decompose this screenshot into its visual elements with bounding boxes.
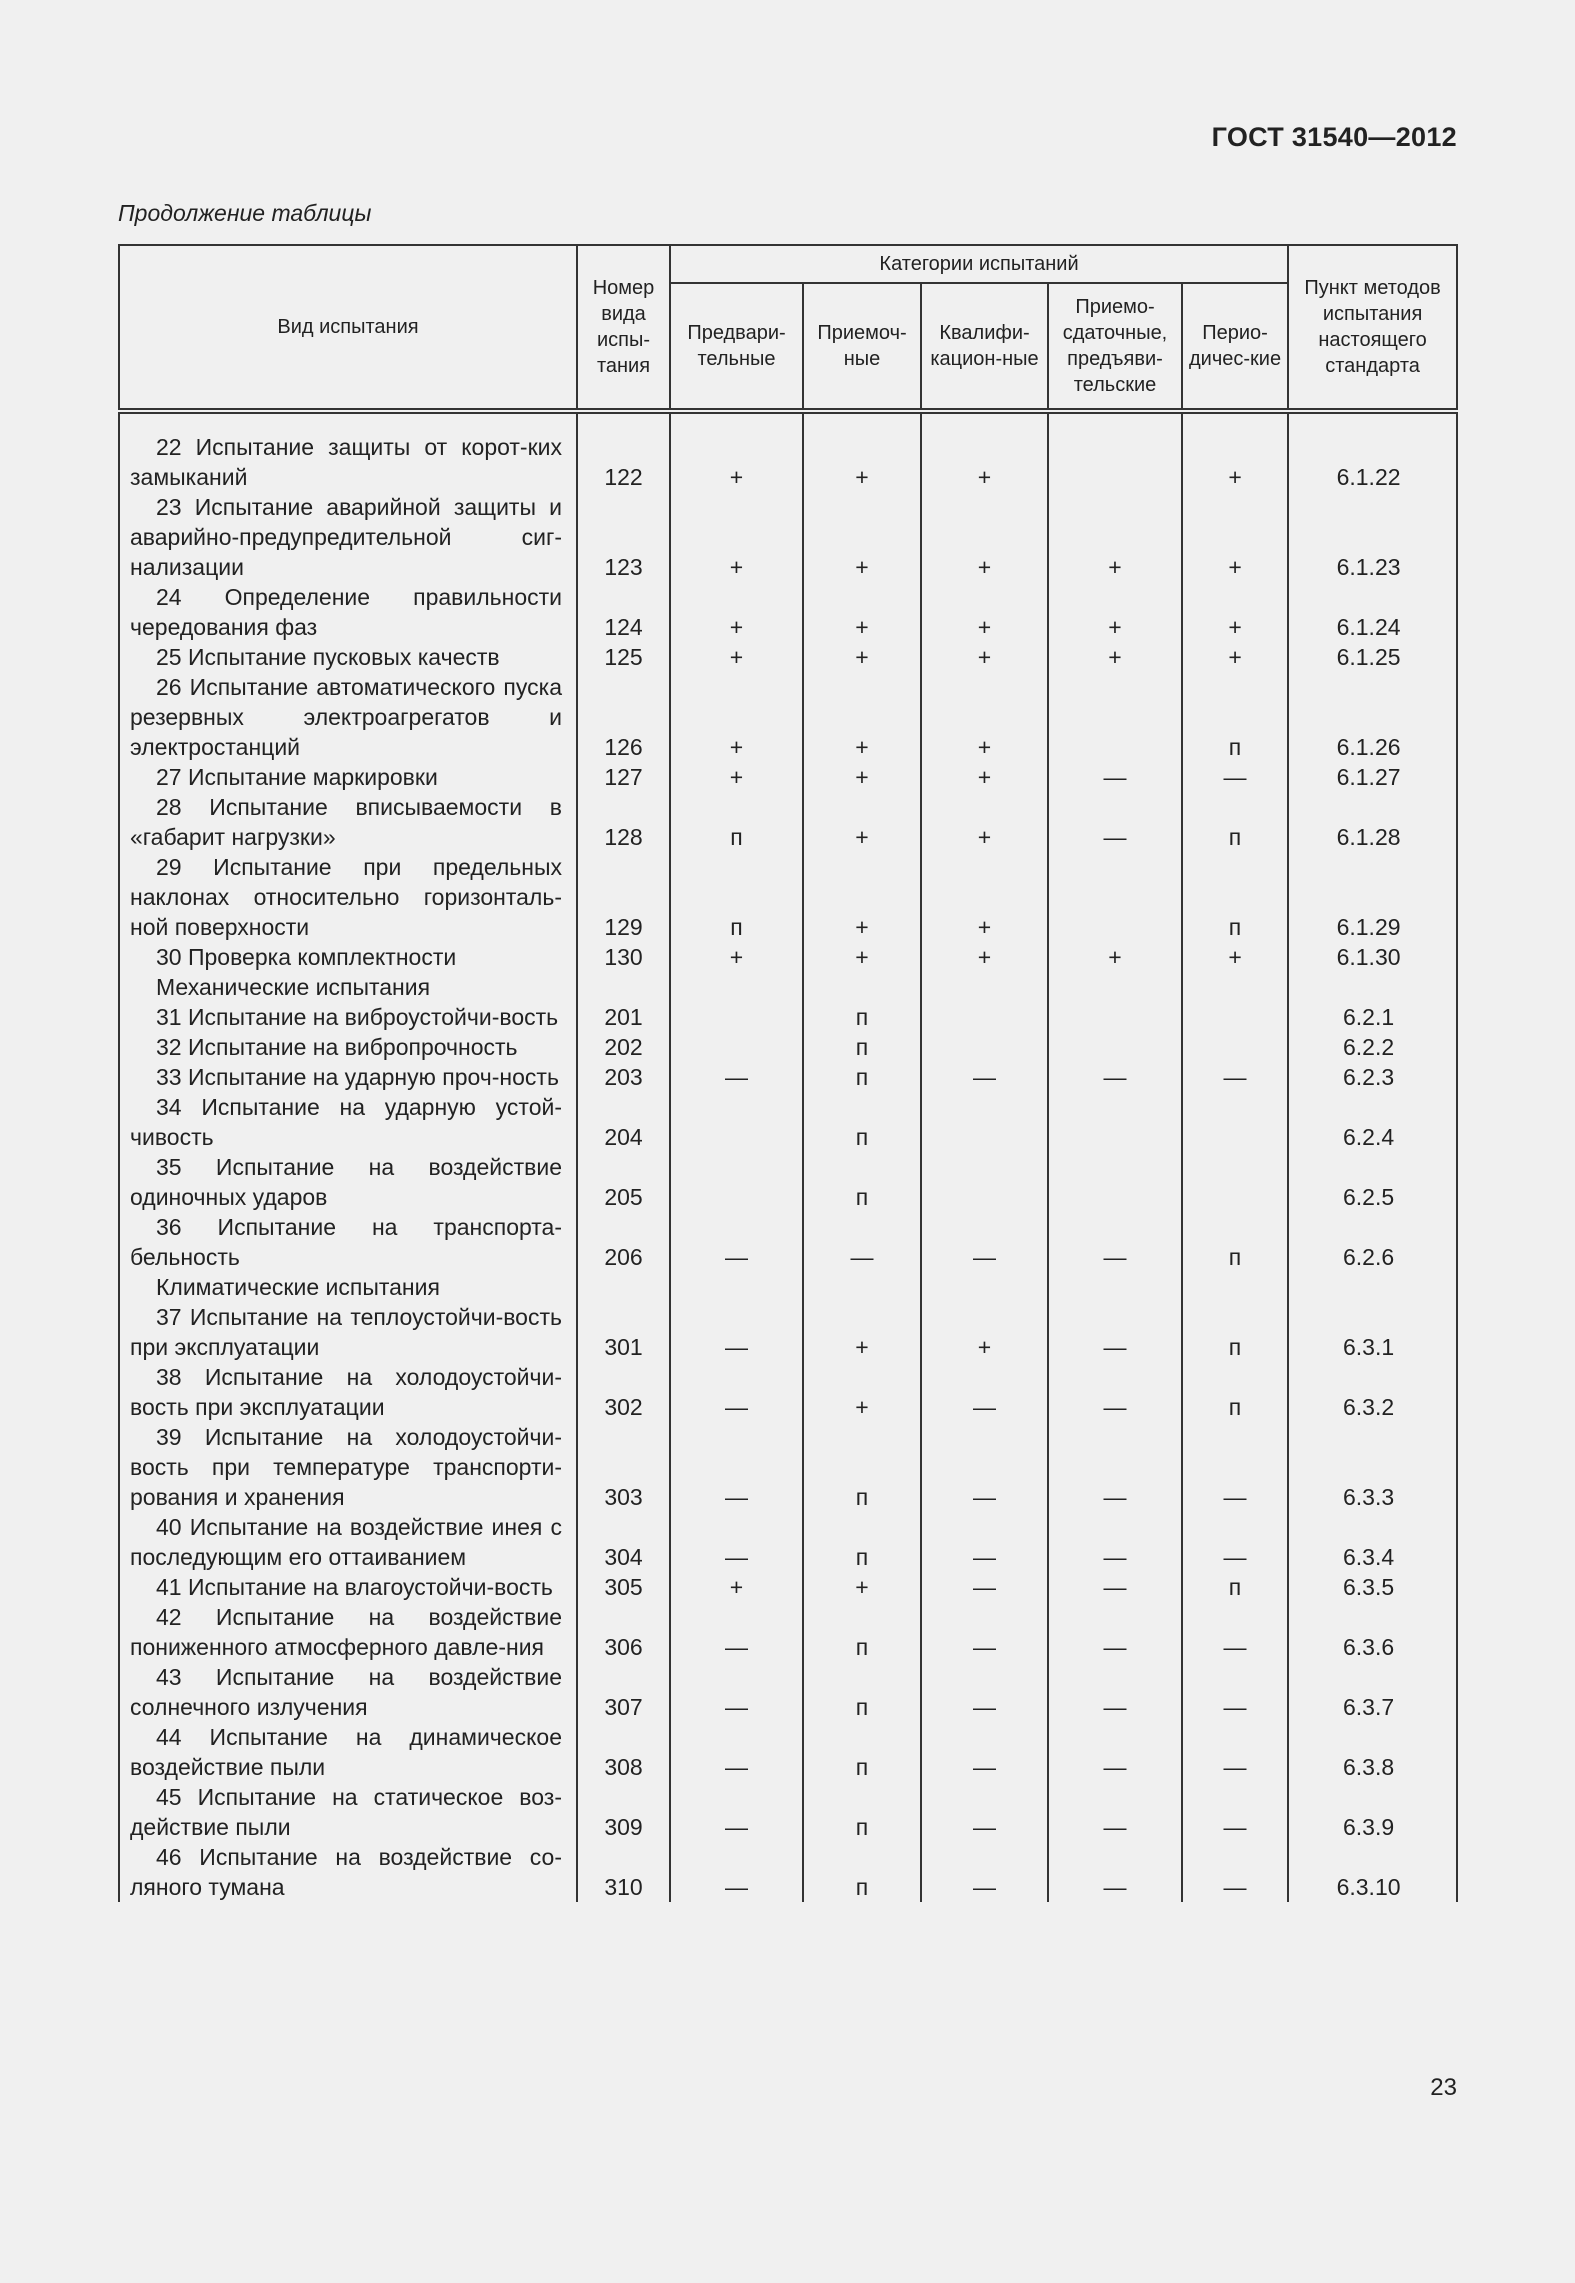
table-row [119, 1212, 1457, 1272]
col-header-acceptance: Приемоч-ные [803, 283, 921, 411]
cat-preliminary-cell: + [670, 582, 803, 642]
cat-qualification-cell: — [921, 1842, 1048, 1902]
cat-delivery-cell [1048, 1032, 1182, 1062]
cat-delivery-cell [1048, 411, 1182, 492]
test-name-cell: 45 Испытание на статическое воз-действие пыли [119, 1782, 577, 1842]
table-row [119, 1062, 1457, 1092]
cat-periodic-cell [1182, 1092, 1288, 1152]
cat-qualification-cell [921, 1092, 1048, 1152]
cat-acceptance-cell [803, 1272, 921, 1302]
cat-preliminary-cell: + [670, 492, 803, 582]
test-number-cell: 126 [577, 672, 670, 762]
cat-delivery-cell [1048, 1092, 1182, 1152]
cat-acceptance-cell: + [803, 492, 921, 582]
cat-periodic-cell: п [1182, 1302, 1288, 1362]
cat-delivery-cell: — [1048, 1422, 1182, 1512]
test-name-cell: 36 Испытание на транспорта-бельность [119, 1212, 577, 1272]
method-ref-cell: 6.3.10 [1288, 1842, 1457, 1902]
cat-delivery-cell: + [1048, 492, 1182, 582]
cat-qualification-cell: + [921, 411, 1048, 492]
cat-qualification-cell: + [921, 792, 1048, 852]
cat-qualification-cell: + [921, 1302, 1048, 1362]
table-row [119, 1572, 1457, 1602]
cat-delivery-cell [1048, 852, 1182, 942]
test-number-cell: 307 [577, 1662, 670, 1722]
test-name-cell: 38 Испытание на холодоустойчи-вость при эксплуатации [119, 1362, 577, 1422]
method-ref-cell: 6.3.5 [1288, 1572, 1457, 1602]
cat-acceptance-cell: п [803, 1062, 921, 1092]
cat-preliminary-cell: + [670, 762, 803, 792]
cat-qualification-cell: — [921, 1062, 1048, 1092]
cat-periodic-cell: — [1182, 1062, 1288, 1092]
table-row [119, 582, 1457, 642]
page-number: 23 [1430, 2074, 1457, 2101]
cat-preliminary-cell: — [670, 1602, 803, 1662]
cat-delivery-cell [1048, 972, 1182, 1002]
col-header-periodic: Перио-дичес-кие [1182, 283, 1288, 411]
cat-acceptance-cell: + [803, 582, 921, 642]
test-name-cell: 29 Испытание при предельных наклонах относительно горизонталь-ной поверхности [119, 852, 577, 942]
cat-acceptance-cell [803, 972, 921, 1002]
cat-periodic-cell [1182, 1032, 1288, 1062]
method-ref-cell: 6.1.25 [1288, 642, 1457, 672]
test-name-cell: 31 Испытание на виброустойчи-вость [119, 1002, 577, 1032]
cat-qualification-cell: — [921, 1362, 1048, 1422]
test-name-cell: 42 Испытание на воздействие пониженного атмосферного давле-ния [119, 1602, 577, 1662]
test-number-cell: 304 [577, 1512, 670, 1572]
table-body [119, 411, 1457, 1902]
test-number-cell: 201 [577, 1002, 670, 1032]
cat-qualification-cell: + [921, 942, 1048, 972]
col-header-number: Номер вида испы-тания [577, 245, 670, 411]
col-header-preliminary: Предвари-тельные [670, 283, 803, 411]
method-ref-cell [1288, 1272, 1457, 1302]
cat-delivery-cell [1048, 1152, 1182, 1212]
col-header-method-ref: Пункт методов испытания настоящего стандарта [1288, 245, 1457, 411]
cat-acceptance-cell: п [803, 1092, 921, 1152]
test-number-cell: 302 [577, 1362, 670, 1422]
cat-preliminary-cell [670, 1032, 803, 1062]
cat-acceptance-cell: + [803, 672, 921, 762]
test-number-cell: 123 [577, 492, 670, 582]
cat-qualification-cell: + [921, 852, 1048, 942]
cat-preliminary-cell: п [670, 852, 803, 942]
cat-preliminary-cell [670, 1002, 803, 1032]
table-row [119, 1512, 1457, 1572]
cat-delivery-cell [1048, 672, 1182, 762]
test-name-cell: 22 Испытание защиты от корот-ких замыканий [119, 411, 577, 492]
cat-delivery-cell: — [1048, 1062, 1182, 1092]
cat-preliminary-cell: — [670, 1362, 803, 1422]
cat-preliminary-cell: — [670, 1782, 803, 1842]
cat-delivery-cell: + [1048, 642, 1182, 672]
cat-acceptance-cell: + [803, 1362, 921, 1422]
cat-delivery-cell: + [1048, 582, 1182, 642]
cat-delivery-cell: — [1048, 1662, 1182, 1722]
cat-preliminary-cell [670, 1152, 803, 1212]
table-row [119, 852, 1457, 942]
test-name-cell: 43 Испытание на воздействие солнечного излучения [119, 1662, 577, 1722]
table-row [119, 1272, 1457, 1302]
method-ref-cell: 6.1.27 [1288, 762, 1457, 792]
cat-acceptance-cell: п [803, 1422, 921, 1512]
cat-acceptance-cell: п [803, 1722, 921, 1782]
table-row [119, 1002, 1457, 1032]
cat-preliminary-cell: п [670, 792, 803, 852]
cat-preliminary-cell: — [670, 1062, 803, 1092]
table-row [119, 1602, 1457, 1662]
method-ref-cell: 6.3.4 [1288, 1512, 1457, 1572]
cat-periodic-cell [1182, 1152, 1288, 1212]
cat-acceptance-cell: п [803, 1602, 921, 1662]
cat-delivery-cell: — [1048, 1302, 1182, 1362]
test-number-cell: 202 [577, 1032, 670, 1062]
method-ref-cell: 6.2.3 [1288, 1062, 1457, 1092]
test-name-cell: 39 Испытание на холодоустойчи-вость при температуре транспорти-рования и хранения [119, 1422, 577, 1512]
cat-periodic-cell: — [1182, 1512, 1288, 1572]
cat-preliminary-cell: — [670, 1212, 803, 1272]
cat-acceptance-cell: п [803, 1662, 921, 1722]
cat-qualification-cell: + [921, 642, 1048, 672]
test-number-cell: 129 [577, 852, 670, 942]
cat-periodic-cell [1182, 972, 1288, 1002]
test-number-cell: 305 [577, 1572, 670, 1602]
cat-delivery-cell: — [1048, 1842, 1182, 1902]
table-caption: Продолжение таблицы [118, 200, 372, 226]
cat-acceptance-cell: + [803, 1302, 921, 1362]
cat-preliminary-cell: — [670, 1662, 803, 1722]
cat-delivery-cell: — [1048, 1722, 1182, 1782]
cat-qualification-cell [921, 972, 1048, 1002]
table-row [119, 1782, 1457, 1842]
test-number-cell: 203 [577, 1062, 670, 1092]
cat-preliminary-cell: + [670, 1572, 803, 1602]
cat-preliminary-cell: — [670, 1722, 803, 1782]
test-number-cell: 303 [577, 1422, 670, 1512]
test-number-cell [577, 972, 670, 1002]
method-ref-cell [1288, 972, 1457, 1002]
method-ref-cell: 6.1.29 [1288, 852, 1457, 942]
test-name-cell: 24 Определение правильности чередования фаз [119, 582, 577, 642]
cat-qualification-cell: — [921, 1782, 1048, 1842]
table-row [119, 1152, 1457, 1212]
cat-preliminary-cell: + [670, 642, 803, 672]
cat-acceptance-cell: + [803, 762, 921, 792]
cat-acceptance-cell: + [803, 852, 921, 942]
cat-periodic-cell: п [1182, 1212, 1288, 1272]
cat-acceptance-cell: п [803, 1032, 921, 1062]
cat-acceptance-cell: + [803, 942, 921, 972]
method-ref-cell: 6.1.24 [1288, 582, 1457, 642]
method-ref-cell: 6.3.1 [1288, 1302, 1457, 1362]
test-number-cell: 308 [577, 1722, 670, 1782]
table-row [119, 411, 1457, 492]
cat-periodic-cell: — [1182, 1722, 1288, 1782]
cat-periodic-cell: — [1182, 1782, 1288, 1842]
cat-delivery-cell: — [1048, 1782, 1182, 1842]
cat-qualification-cell: + [921, 582, 1048, 642]
cat-delivery-cell [1048, 1002, 1182, 1032]
method-ref-cell: 6.3.9 [1288, 1782, 1457, 1842]
test-name-cell: 40 Испытание на воздействие инея с последующим его оттаиванием [119, 1512, 577, 1572]
test-name-cell: 34 Испытание на ударную устой-чивость [119, 1092, 577, 1152]
cat-periodic-cell: + [1182, 582, 1288, 642]
cat-periodic-cell [1182, 1272, 1288, 1302]
cat-periodic-cell: — [1182, 1842, 1288, 1902]
test-name-cell: 32 Испытание на вибропрочность [119, 1032, 577, 1062]
test-number-cell: 206 [577, 1212, 670, 1272]
cat-delivery-cell: + [1048, 942, 1182, 972]
cat-qualification-cell: — [921, 1602, 1048, 1662]
test-number-cell: 130 [577, 942, 670, 972]
test-name-cell: Механические испытания [119, 972, 577, 1002]
cat-acceptance-cell: + [803, 1572, 921, 1602]
test-number-cell: 306 [577, 1602, 670, 1662]
col-header-qualification: Квалифи-кацион-ные [921, 283, 1048, 411]
test-name-cell: 28 Испытание вписываемости в «габарит нагрузки» [119, 792, 577, 852]
cat-acceptance-cell: п [803, 1512, 921, 1572]
table-row [119, 972, 1457, 1002]
test-number-cell: 122 [577, 411, 670, 492]
table-row [119, 1302, 1457, 1362]
test-name-cell: 27 Испытание маркировки [119, 762, 577, 792]
cat-delivery-cell: — [1048, 1572, 1182, 1602]
method-ref-cell: 6.2.5 [1288, 1152, 1457, 1212]
table-row [119, 1842, 1457, 1902]
cat-delivery-cell: — [1048, 1512, 1182, 1572]
test-name-cell: 35 Испытание на воздействие одиночных ударов [119, 1152, 577, 1212]
cat-acceptance-cell: + [803, 642, 921, 672]
cat-acceptance-cell: п [803, 1002, 921, 1032]
cat-acceptance-cell: п [803, 1152, 921, 1212]
cat-preliminary-cell [670, 1272, 803, 1302]
cat-periodic-cell: + [1182, 411, 1288, 492]
table-row [119, 492, 1457, 582]
cat-periodic-cell: п [1182, 1572, 1288, 1602]
method-ref-cell: 6.2.4 [1288, 1092, 1457, 1152]
cat-acceptance-cell: + [803, 411, 921, 492]
test-name-cell: 44 Испытание на динамическое воздействие пыли [119, 1722, 577, 1782]
tests-table [118, 244, 1458, 1902]
test-number-cell: 309 [577, 1782, 670, 1842]
cat-delivery-cell: — [1048, 1362, 1182, 1422]
cat-periodic-cell: + [1182, 492, 1288, 582]
cat-periodic-cell: — [1182, 1602, 1288, 1662]
method-ref-cell: 6.3.6 [1288, 1602, 1457, 1662]
test-number-cell [577, 1272, 670, 1302]
table-row [119, 792, 1457, 852]
cat-preliminary-cell [670, 1092, 803, 1152]
test-name-cell: 30 Проверка комплектности [119, 942, 577, 972]
test-name-cell: 41 Испытание на влагоустойчи-вость [119, 1572, 577, 1602]
cat-delivery-cell: — [1048, 1602, 1182, 1662]
cat-qualification-cell [921, 1152, 1048, 1212]
test-name-cell: 26 Испытание автоматического пуска резервных электроагрегатов и электростанций [119, 672, 577, 762]
cat-periodic-cell: п [1182, 852, 1288, 942]
cat-preliminary-cell: — [670, 1302, 803, 1362]
method-ref-cell: 6.1.28 [1288, 792, 1457, 852]
method-ref-cell: 6.2.2 [1288, 1032, 1457, 1062]
test-number-cell: 128 [577, 792, 670, 852]
cat-preliminary-cell: + [670, 942, 803, 972]
cat-qualification-cell [921, 1272, 1048, 1302]
method-ref-cell: 6.1.30 [1288, 942, 1457, 972]
test-name-cell: Климатические испытания [119, 1272, 577, 1302]
cat-qualification-cell: — [921, 1512, 1048, 1572]
test-number-cell: 205 [577, 1152, 670, 1212]
table-row [119, 642, 1457, 672]
cat-preliminary-cell: — [670, 1842, 803, 1902]
cat-qualification-cell: — [921, 1572, 1048, 1602]
cat-delivery-cell [1048, 1272, 1182, 1302]
table-row [119, 1032, 1457, 1062]
cat-preliminary-cell: — [670, 1422, 803, 1512]
cat-qualification-cell [921, 1002, 1048, 1032]
test-name-cell: 37 Испытание на теплоустойчи-вость при эксплуатации [119, 1302, 577, 1362]
cat-periodic-cell: — [1182, 1422, 1288, 1512]
cat-periodic-cell: + [1182, 642, 1288, 672]
table-row [119, 762, 1457, 792]
test-number-cell: 125 [577, 642, 670, 672]
cat-delivery-cell: — [1048, 762, 1182, 792]
col-header-test-type: Вид испытания [119, 245, 577, 411]
cat-acceptance-cell: — [803, 1212, 921, 1272]
cat-preliminary-cell: + [670, 672, 803, 762]
cat-delivery-cell: — [1048, 1212, 1182, 1272]
method-ref-cell: 6.3.8 [1288, 1722, 1457, 1782]
method-ref-cell: 6.2.1 [1288, 1002, 1457, 1032]
col-header-delivery: Приемо-сдаточные, предъяви-тельские [1048, 283, 1182, 411]
cat-periodic-cell: — [1182, 1662, 1288, 1722]
test-number-cell: 301 [577, 1302, 670, 1362]
cat-periodic-cell [1182, 1002, 1288, 1032]
test-name-cell: 25 Испытание пусковых качеств [119, 642, 577, 672]
table-row [119, 942, 1457, 972]
cat-qualification-cell: + [921, 672, 1048, 762]
cat-acceptance-cell: + [803, 792, 921, 852]
table-row [119, 1662, 1457, 1722]
cat-acceptance-cell: п [803, 1842, 921, 1902]
method-ref-cell: 6.1.22 [1288, 411, 1457, 492]
cat-periodic-cell: п [1182, 1362, 1288, 1422]
cat-qualification-cell: — [921, 1662, 1048, 1722]
cat-qualification-cell: + [921, 762, 1048, 792]
cat-preliminary-cell: + [670, 411, 803, 492]
table-row [119, 672, 1457, 762]
test-number-cell: 127 [577, 762, 670, 792]
table-row [119, 1092, 1457, 1152]
document-code: ГОСТ 31540—2012 [1211, 122, 1457, 152]
method-ref-cell: 6.3.2 [1288, 1362, 1457, 1422]
test-number-cell: 124 [577, 582, 670, 642]
method-ref-cell: 6.1.23 [1288, 492, 1457, 582]
table-row [119, 1722, 1457, 1782]
cat-periodic-cell: п [1182, 792, 1288, 852]
method-ref-cell: 6.3.7 [1288, 1662, 1457, 1722]
test-number-cell: 310 [577, 1842, 670, 1902]
col-header-categories: Категории испытаний [670, 245, 1288, 283]
cat-qualification-cell: — [921, 1212, 1048, 1272]
cat-periodic-cell: — [1182, 762, 1288, 792]
test-number-cell: 204 [577, 1092, 670, 1152]
test-name-cell: 33 Испытание на ударную проч-ность [119, 1062, 577, 1092]
cat-qualification-cell: — [921, 1722, 1048, 1782]
method-ref-cell: 6.1.26 [1288, 672, 1457, 762]
table-row [119, 1422, 1457, 1512]
method-ref-cell: 6.2.6 [1288, 1212, 1457, 1272]
cat-qualification-cell [921, 1032, 1048, 1062]
cat-acceptance-cell: п [803, 1782, 921, 1842]
test-name-cell: 23 Испытание аварийной защиты и аварийно-предупредительной сиг-нализации [119, 492, 577, 582]
cat-preliminary-cell: — [670, 1512, 803, 1572]
cat-periodic-cell: п [1182, 672, 1288, 762]
cat-preliminary-cell [670, 972, 803, 1002]
cat-periodic-cell: + [1182, 942, 1288, 972]
test-name-cell: 46 Испытание на воздействие со-ляного тумана [119, 1842, 577, 1902]
table-row [119, 1362, 1457, 1422]
cat-delivery-cell: — [1048, 792, 1182, 852]
cat-qualification-cell: + [921, 492, 1048, 582]
cat-qualification-cell: — [921, 1422, 1048, 1512]
method-ref-cell: 6.3.3 [1288, 1422, 1457, 1512]
